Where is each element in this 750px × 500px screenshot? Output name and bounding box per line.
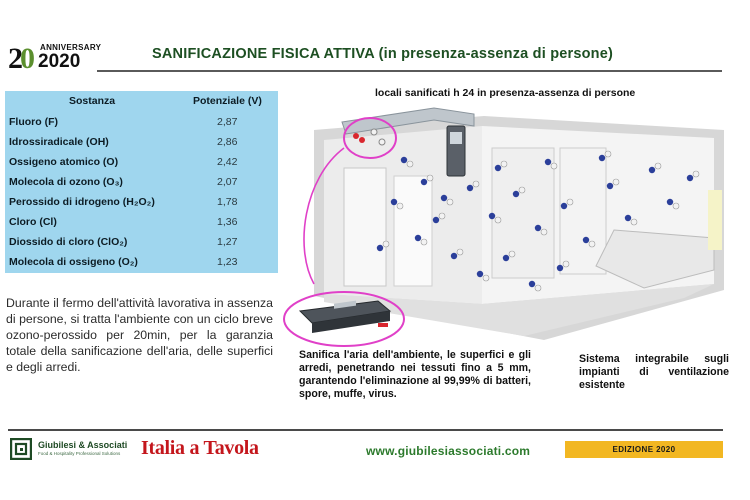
molecule-red xyxy=(353,133,359,139)
footer-divider xyxy=(8,429,723,431)
cell-potenziale: 1,78 xyxy=(217,196,238,208)
cell-sostanza: Ossigeno atomico (O) xyxy=(9,156,119,168)
cell-potenziale: 1,23 xyxy=(217,256,238,268)
cell-sostanza: Diossido di cloro (ClO₂) xyxy=(9,236,128,248)
cell-sostanza: Molecola di ozono (O₃) xyxy=(9,176,123,188)
cell-potenziale: 1,27 xyxy=(217,236,238,248)
cell-potenziale: 2,87 xyxy=(217,116,238,128)
cell-sostanza: Idrossiradicale (OH) xyxy=(9,136,109,148)
cell-sostanza: Molecola di ossigeno (O₂) xyxy=(9,256,138,268)
device-led xyxy=(378,323,388,327)
edition-badge: EDIZIONE 2020 xyxy=(565,441,723,458)
wall-lamp-glow xyxy=(708,190,722,250)
cell-sostanza: Fluoro (F) xyxy=(9,116,58,128)
table-row xyxy=(5,212,278,232)
table-row xyxy=(5,152,278,172)
cell-sostanza: Cloro (Cl) xyxy=(9,216,57,228)
cell-potenziale: 2,07 xyxy=(217,176,238,188)
door-shape xyxy=(344,168,386,286)
anniversary-logo xyxy=(8,40,102,75)
column-header-potenziale: Potenziale (V) xyxy=(193,95,262,107)
caption-sanitization: Sanifica l'aria dell'ambiente, le superfici e gli arredi, penetrando nei tessuti fino a 5 mm, garantendo l'eliminazione al 99,99% di batteri, spore, muffe, virus. xyxy=(299,349,531,400)
company-name: Giubilesi & Associati xyxy=(38,440,128,450)
redox-potential-table xyxy=(5,91,278,273)
website-link[interactable]: www.giubilesiassociati.com xyxy=(366,444,531,458)
anniversary-label: ANNIVERSARY xyxy=(40,43,102,52)
table-row xyxy=(5,232,278,252)
wardrobe-shape xyxy=(492,148,554,278)
table-row xyxy=(5,252,278,272)
page-title: SANIFICAZIONE FISICA ATTIVA (in presenza-assenza di persone) xyxy=(152,46,614,62)
cell-potenziale: 2,86 xyxy=(217,136,238,148)
magazine-logo: Italia a Tavola xyxy=(141,437,259,459)
molecule-red xyxy=(359,137,365,143)
description-text: Durante il fermo dell'attività lavorativa in assenza di persone, si tratta l'ambiente con un ciclo breve ozono-perossido per 20min, per la garanzia totale della sanificazione dell'aria, delle superfici e degli arredi. xyxy=(6,296,273,374)
molecule-white xyxy=(379,139,385,145)
anniversary-year: 2020 xyxy=(38,51,81,72)
sanitizer-panel xyxy=(450,132,462,144)
table-row xyxy=(5,112,278,132)
window-shape xyxy=(560,148,606,274)
table-row xyxy=(5,132,278,152)
giubilesi-logo-icon xyxy=(10,438,32,460)
cabinet-shape xyxy=(394,176,432,286)
table-row xyxy=(5,192,278,212)
table-header-row xyxy=(5,91,278,111)
caption-integration: Sistema integrabile sugli impianti di ventilazione esistente xyxy=(579,353,729,391)
molecule-white xyxy=(371,129,377,135)
cell-potenziale: 2,42 xyxy=(217,156,238,168)
header-divider xyxy=(97,70,722,72)
cell-sostanza: Perossido di idrogeno (H₂O₂) xyxy=(9,196,155,208)
illustration-title: locali sanificati h 24 in presenza-assenza di persone xyxy=(375,87,636,99)
sanitizer-device-illustration xyxy=(282,289,412,349)
company-tagline: Food & Hospitality Professional Solutions xyxy=(38,451,121,456)
cell-potenziale: 1,36 xyxy=(217,216,238,228)
table-row xyxy=(5,172,278,192)
anniversary-logo-mark: 20 xyxy=(8,42,32,75)
column-header-sostanza: Sostanza xyxy=(69,95,116,107)
